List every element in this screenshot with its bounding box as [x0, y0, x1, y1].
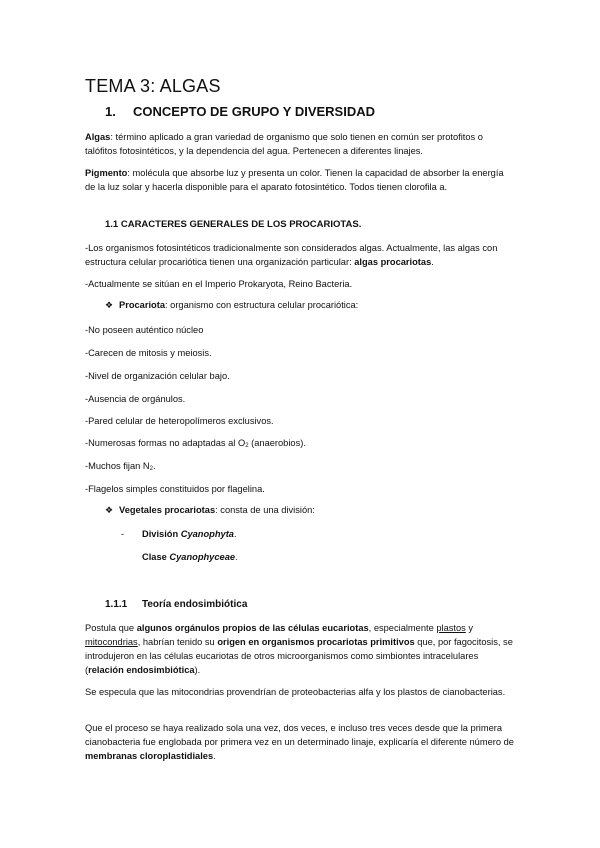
section-number: 1.1.1	[105, 599, 128, 610]
list-item: -Pared celular de heteropolímeros exclusivos.	[85, 416, 274, 426]
n2-subscript: 2	[149, 466, 153, 472]
paragraph-imperio: -Actualmente se sitúan en el Imperio Prokaryota, Reino Bacteria.	[85, 279, 353, 289]
proceso-end: .	[213, 751, 216, 761]
algas-text: : término aplicado a gran variedad de organismo que solo tienen en común ser protofitos o talófitos fotosintéticos, y la dependencia del agua. Pertenecen a diferentes linajes.	[85, 132, 483, 156]
division-dash: -	[121, 529, 125, 539]
list-item: -Nivel de organización celular bajo.	[85, 371, 230, 381]
procariota-text: : organismo con estructura celular procariótica:	[165, 300, 359, 310]
paragraph-postula	[85, 621, 515, 677]
postula-bold-2: origen en organismos procariotas primitivos	[217, 637, 415, 647]
list-item: -Flagelos simples constituidos por flagelina.	[85, 484, 265, 494]
algas-definition	[85, 130, 515, 158]
postula-underline-mitocondrias: mitocondrias	[85, 637, 138, 647]
clase-line	[142, 552, 238, 562]
division-end: .	[233, 529, 237, 539]
paragraph-fotosinteticos	[85, 241, 515, 269]
section-number: 1.	[105, 104, 116, 119]
section-title: CONCEPTO DE GRUPO Y DIVERSIDAD	[133, 104, 375, 119]
section-heading-1	[105, 104, 375, 119]
postula-underline-plastos: plastos	[436, 623, 466, 633]
proceso-text: Que el proceso se haya realizado sola una vez, dos veces, e incluso tres veces desde que la primera cianobacteria fue englobada por primera vez en un determinado linaje, explicaría el diferente número de	[85, 723, 514, 747]
diamond-bullet-icon: ❖	[105, 300, 114, 310]
algas-term: Algas	[85, 132, 111, 142]
postula-text-1: Postula que	[85, 623, 137, 633]
n2-post: .	[152, 461, 156, 471]
division-line	[121, 529, 237, 539]
pigmento-definition	[85, 166, 515, 194]
section-heading-1-1-1	[105, 599, 247, 610]
postula-text-4: , habrían tenido su	[137, 637, 218, 647]
pigmento-text: : molécula que absorbe luz y presenta un color. Tienen la capacidad de absorber la energía de la luz solar y hacerla disponible para el aparato fotosintético. Todos tienen clorofila a.	[85, 168, 504, 192]
vegetales-term: Vegetales procariotas	[119, 505, 216, 515]
postula-text-5: que, por fagocitosis, se introdujeron en las células eucariotas de otros microorganismos como simbiontes intracelulares (	[85, 637, 513, 675]
n2-pre: -Muchos fijan N	[85, 461, 150, 471]
postula-text-6: ).	[194, 665, 201, 675]
list-item-o2	[85, 436, 515, 453]
postula-bold-3: relación endosimbiótica	[88, 665, 195, 675]
list-item-n2	[85, 459, 515, 476]
postula-text-2: , especialmente	[368, 623, 437, 633]
membranas-term: membranas cloroplastidiales	[85, 751, 214, 761]
clase-name: Cyanophyceae	[169, 552, 236, 562]
division-label: División	[142, 529, 181, 539]
vegetales-text: : consta de una división:	[215, 505, 315, 515]
o2-post: (anaerobios).	[248, 438, 306, 448]
list-item: -Carecen de mitosis y meiosis.	[85, 348, 212, 358]
page-title: TEMA 3: ALGAS	[85, 76, 221, 96]
diamond-bullet-icon: ❖	[105, 505, 114, 515]
list-item: -No poseen auténtico núcleo	[85, 325, 204, 335]
pigmento-term: Pigmento	[85, 168, 128, 178]
o2-subscript: 2	[245, 443, 249, 449]
fotosinteticos-text: -Los organismos fotosintéticos tradicionalmente son considerados algas. Actualmente, las algas con estructura celular procariótica tienen una organización particular:	[85, 243, 498, 267]
postula-bold-1: algunos orgánulos propios de las células eucariotas	[136, 623, 369, 633]
section-heading-1-1: 1.1 CARACTERES GENERALES DE LOS PROCARIOTAS.	[105, 219, 362, 230]
section-title: Teoría endosimbiótica	[142, 599, 248, 610]
paragraph-proceso	[85, 721, 515, 763]
procariota-term: Procariota	[119, 300, 165, 310]
algas-procariotas-term: algas procariotas	[354, 257, 432, 267]
list-item: -Ausencia de orgánulos.	[85, 394, 186, 404]
clase-end: .	[235, 552, 238, 562]
bullet-procariota	[105, 300, 358, 311]
division-name: Cyanophyta	[180, 529, 234, 539]
clase-label: Clase	[142, 552, 170, 562]
fotosinteticos-end: .	[431, 257, 434, 267]
bullet-vegetales	[105, 505, 315, 516]
o2-pre: -Numerosas formas no adaptadas al O	[85, 438, 246, 448]
postula-text-3: y	[465, 623, 474, 633]
paragraph-especula: Se especula que las mitocondrias provendrían de proteobacterias alfa y los plastos de cianobacterias.	[85, 687, 506, 697]
